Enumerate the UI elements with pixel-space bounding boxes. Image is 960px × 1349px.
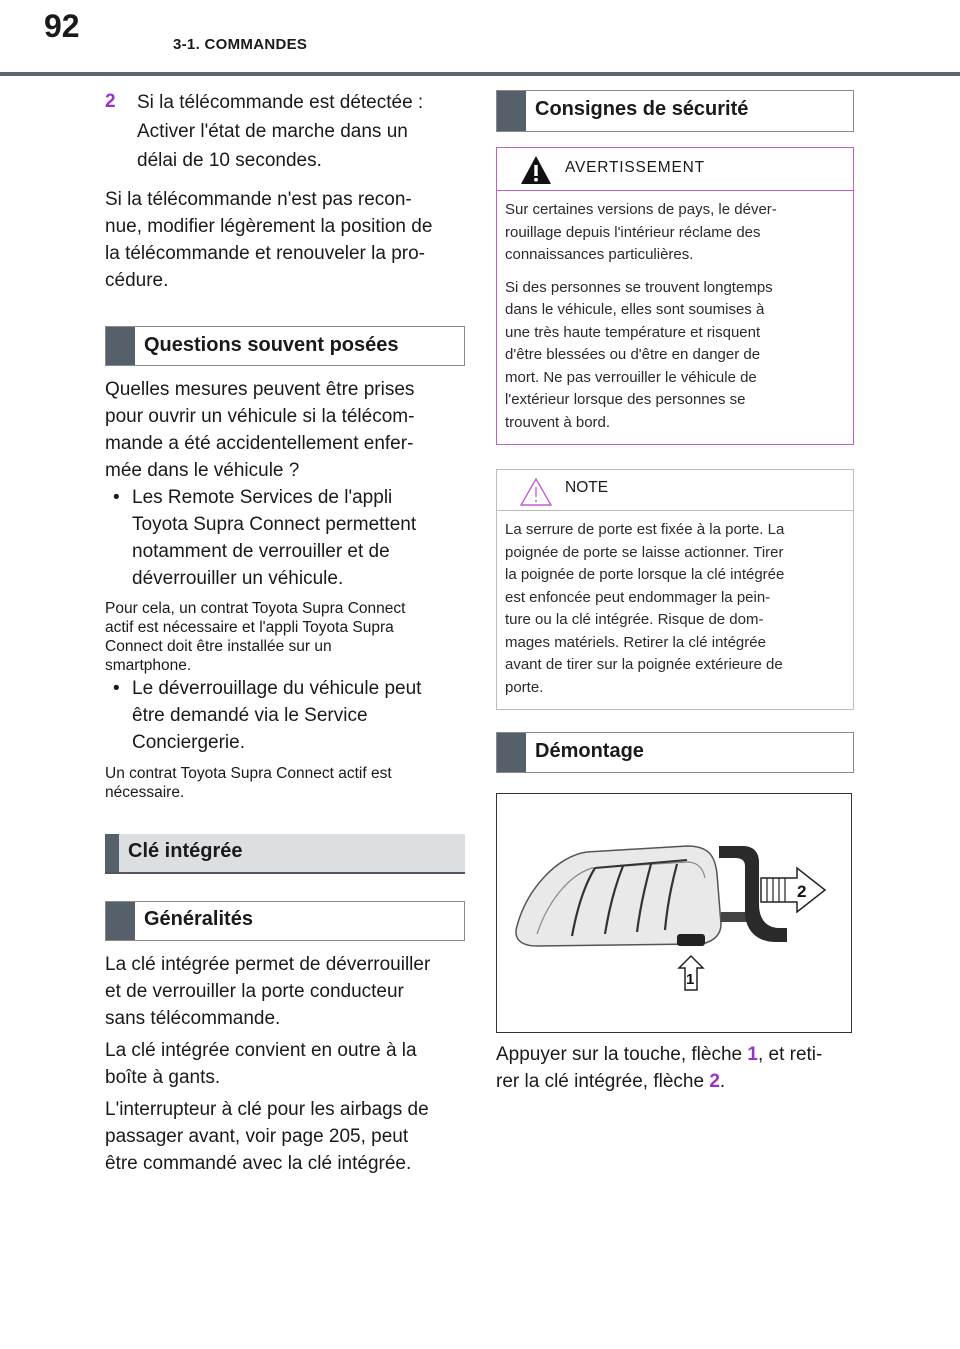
- key-removal-figure: [496, 793, 852, 1033]
- section-heading-safety: [496, 90, 854, 132]
- caption-text: .: [719, 1071, 726, 1092]
- caption-callout-1: 1: [747, 1044, 758, 1065]
- note-label: NOTE: [565, 479, 609, 496]
- text-line: boîte à gants.: [105, 1067, 221, 1088]
- caption-text: Appuyer sur la touche, flèche: [496, 1044, 748, 1065]
- note-contract-active: [105, 764, 465, 802]
- text-line: dans le véhicule, elles sont soumises à: [505, 301, 765, 318]
- text-line: l'extérieur lorsque des personnes se: [505, 391, 746, 408]
- text-line: Le déverrouillage du véhicule peut: [132, 678, 422, 699]
- caption-callout-2: 2: [709, 1071, 720, 1092]
- text-line: Sur certaines versions de pays, le déver-: [505, 201, 777, 218]
- heading-bar: [106, 902, 135, 940]
- text-line: la télécommande et renouveler la pro-: [105, 243, 426, 264]
- bullet-dot: •: [113, 678, 120, 699]
- heading-bar: [497, 91, 526, 131]
- text-line: La serrure de porte est fixée à la porte. La: [505, 521, 785, 538]
- text-line: Les Remote Services de l'appli: [132, 487, 393, 508]
- text-line: sans télécommande.: [105, 1008, 281, 1029]
- warning-triangle-icon: [519, 154, 553, 186]
- text-line: et de verrouiller la porte conducteur: [105, 981, 404, 1002]
- warning-body: [497, 191, 853, 444]
- text-line: actif est nécessaire et l'appli Toyota Supra: [105, 619, 394, 636]
- text-line: rouillage depuis l'intérieur réclame des: [505, 223, 761, 241]
- text-line: poignée de porte se laisse actionner. Tirer: [505, 543, 784, 561]
- warning-paragraph-2: [505, 277, 845, 435]
- integrated-key-blade: [721, 912, 749, 922]
- text-line: mages matériels. Retirer la clé intégrée: [505, 633, 766, 651]
- faq-question: [105, 376, 465, 484]
- heading-bar: [497, 733, 526, 772]
- section-heading-demontage: [496, 732, 854, 773]
- heading-title: Questions souvent posées: [144, 334, 399, 356]
- note-header: [497, 470, 853, 511]
- warning-label: AVERTISSEMENT: [565, 159, 705, 176]
- text-line: L'interrupteur à clé pour les airbags de: [105, 1099, 429, 1120]
- text-line: Connect doit être installée sur un: [105, 638, 332, 655]
- heading-title: Démontage: [535, 740, 644, 762]
- text-line: smartphone.: [105, 657, 192, 674]
- text-line: porte.: [505, 678, 544, 696]
- text-line: Si des personnes se trouvent longtemps: [505, 278, 773, 296]
- chapter-title: 3-1. COMMANDES: [173, 36, 308, 53]
- arrow-2: [761, 868, 825, 912]
- text-line: Un contrat Toyota Supra Connect actif est: [105, 765, 392, 782]
- text-line: connaissances particulières.: [505, 246, 694, 263]
- arrow-1-label: 1: [686, 971, 695, 988]
- step-line: Activer l'état de marche dans un: [137, 121, 408, 142]
- paragraph-cle-3: [105, 1096, 465, 1177]
- text-line: déverrouiller un véhicule.: [132, 568, 344, 589]
- text-line: ture ou la clé intégrée. Risque de dom-: [505, 611, 764, 628]
- text-line: passager avant, voir page 205, peut: [105, 1126, 409, 1147]
- text-line: avant de tirer sur la poignée extérieure de: [505, 656, 783, 673]
- left-column: [105, 88, 465, 1177]
- note-contract: [105, 599, 465, 675]
- text-line: nue, modifier légèrement la position de: [105, 216, 433, 237]
- text-line: Conciergerie.: [132, 732, 245, 753]
- bullet-text: [132, 484, 465, 592]
- step-text: [137, 88, 465, 175]
- key-fob-body: [516, 846, 721, 946]
- caption-text: , et reti-: [757, 1044, 823, 1065]
- bullet-text: [132, 675, 465, 756]
- text-line: une très haute température et risquent: [505, 323, 761, 341]
- section-heading-generalites: [105, 901, 465, 941]
- heading-bar: [106, 327, 135, 365]
- heading-title: Généralités: [144, 908, 253, 930]
- bullet-remote-services: [105, 484, 465, 592]
- paragraph-cle-2: [105, 1037, 465, 1091]
- release-button: [677, 934, 705, 946]
- text-line: notamment de verrouiller et de: [132, 541, 390, 562]
- caution-triangle-icon: [519, 477, 553, 507]
- arrow-2-label: 2: [797, 882, 807, 901]
- bullet-dot: •: [113, 487, 120, 508]
- text-line: mort. Ne pas verrouiller le véhicule de: [505, 368, 757, 386]
- text-line: Si la télécommande n'est pas recon-: [105, 189, 412, 210]
- section-heading-cle-integree: [105, 834, 465, 874]
- caption-text: rer la clé intégrée, flèche: [496, 1071, 710, 1092]
- text-line: trouvent à bord.: [505, 413, 611, 431]
- note-body: [497, 511, 853, 709]
- page-number: 92: [44, 8, 80, 44]
- text-line: être demandé via le Service: [132, 705, 368, 726]
- text-line: cédure.: [105, 270, 169, 291]
- warning-header: [497, 148, 853, 191]
- page-header: [0, 0, 960, 78]
- step-2: [105, 88, 465, 175]
- text-line: d'être blessées ou d'être en danger de: [505, 346, 761, 363]
- text-line: Quelles mesures peuvent être prises: [105, 379, 415, 400]
- heading-title: Consignes de sécurité: [535, 98, 749, 120]
- text-line: est enfoncée peut endommager la pein-: [505, 588, 771, 606]
- text-line: nécessaire.: [105, 784, 185, 801]
- figure-caption: [496, 1041, 854, 1095]
- text-line: être commandé avec la clé intégrée.: [105, 1153, 412, 1174]
- bullet-conciergerie: [105, 675, 465, 756]
- step-line: Si la télécommande est détectée :: [137, 92, 424, 113]
- heading-title: Clé intégrée: [128, 840, 243, 862]
- caption-line-2: [496, 1068, 854, 1095]
- text-line: La clé intégrée permet de déverrouiller: [105, 954, 431, 975]
- note-box: [496, 469, 854, 710]
- text-line: La clé intégrée convient en outre à la: [105, 1040, 417, 1061]
- warning-box: [496, 147, 854, 445]
- step-line: délai de 10 secondes.: [137, 150, 322, 171]
- caption-line-1: [496, 1041, 854, 1068]
- right-column: [496, 90, 854, 1095]
- text-line: la poignée de porte lorsque la clé intégrée: [505, 566, 785, 583]
- warning-paragraph-1: [505, 199, 845, 267]
- paragraph-recon: [105, 186, 465, 294]
- key-illustration: [497, 794, 851, 1032]
- text-line: Toyota Supra Connect permettent: [132, 514, 417, 535]
- heading-bar: [105, 834, 119, 872]
- header-divider: [0, 72, 960, 76]
- text-line: Pour cela, un contrat Toyota Supra Connect: [105, 600, 406, 617]
- section-heading-faq: [105, 326, 465, 366]
- step-number: 2: [105, 91, 116, 112]
- text-line: mée dans le véhicule ?: [105, 460, 300, 481]
- paragraph-cle-1: [105, 951, 465, 1032]
- text-line: pour ouvrir un véhicule si la télécom-: [105, 406, 415, 427]
- text-line: mande a été accidentellement enfer-: [105, 433, 414, 454]
- note-paragraph: [505, 519, 845, 699]
